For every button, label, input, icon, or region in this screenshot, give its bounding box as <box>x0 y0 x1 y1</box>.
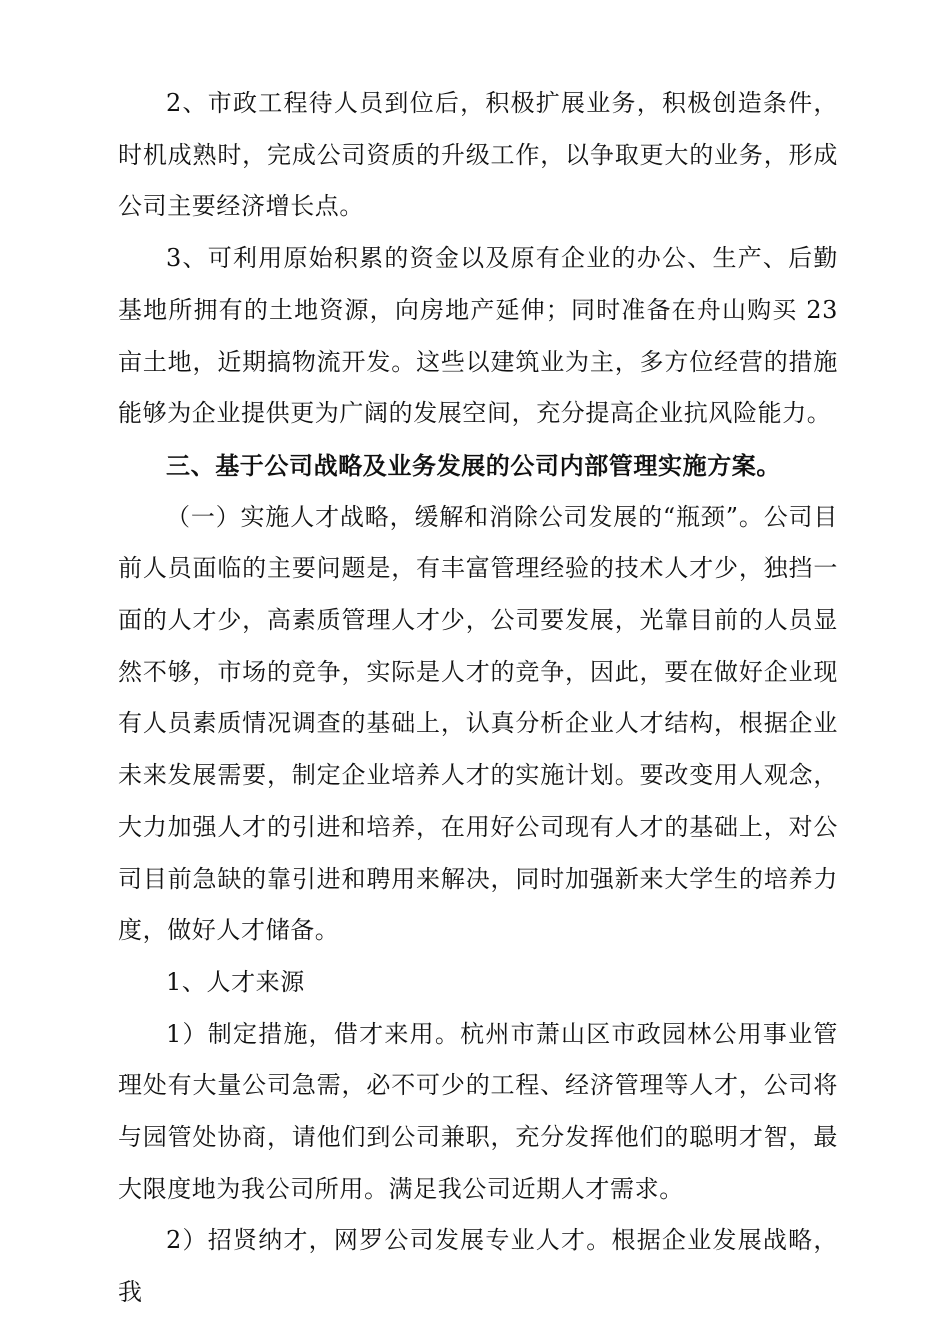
paragraph-talent-strategy: （一）实施人才战略，缓解和消除公司发展的“瓶颈”。公司目前人员面临的主要问题是，有丰富管理经验的技术人才少，独挡一面的人才少，高素质管理人才少，公司要发展，光靠目前的人员显然不够，市场的竞争，实际是人才的竞争，因此，要在做好企业现有人员素质情况调查的基础上，认真分析企业人才结构，根据企业未来发展需要，制定企业培养人才的实施计划。要改变用人观念，大力加强人才的引进和培养，在用好公司现有人才的基础上，对公司目前急缺的靠引进和聘用来解决，同时加强新来大学生的培养力度，做好人才储备。 <box>118 502 838 945</box>
paragraph-real-estate-extension: 3、可利用原始积累的资金以及原有企业的办公、生产、后勤基地所拥有的土地资源，向房地产延伸；同时准备在舟山购买 23 亩土地，近期搞物流开发。这些以建筑业为主，多方位经营的措施能够为企业提供更为广阔的发展空间，充分提高企业抗风险能力。 <box>118 244 838 428</box>
paragraph-municipal-engineering: 2、市政工程待人员到位后，积极扩展业务，积极创造条件，时机成熟时，完成公司资质的升级工作，以争取更大的业务，形成公司主要经济增长点。 <box>118 89 838 221</box>
document-body <box>118 78 838 1319</box>
subheading-talent-source: 1、人才来源 <box>166 967 305 996</box>
paragraph-recruit-talent: 2）招贤纳才，网罗公司发展专业人才。根据企业发展战略，我 <box>118 1226 838 1307</box>
section-heading-internal-management: 三、基于公司战略及业务发展的公司内部管理实施方案。 <box>166 450 781 480</box>
paragraph-borrow-talent: 1）制定措施，借才来用。杭州市萧山区市政园林公用事业管理处有大量公司急需，必不可少的工程、经济管理等人才，公司将与园管处协商，请他们到公司兼职，充分发挥他们的聪明才智，最大限度地为我公司所用。满足我公司近期人才需求。 <box>118 1019 838 1203</box>
